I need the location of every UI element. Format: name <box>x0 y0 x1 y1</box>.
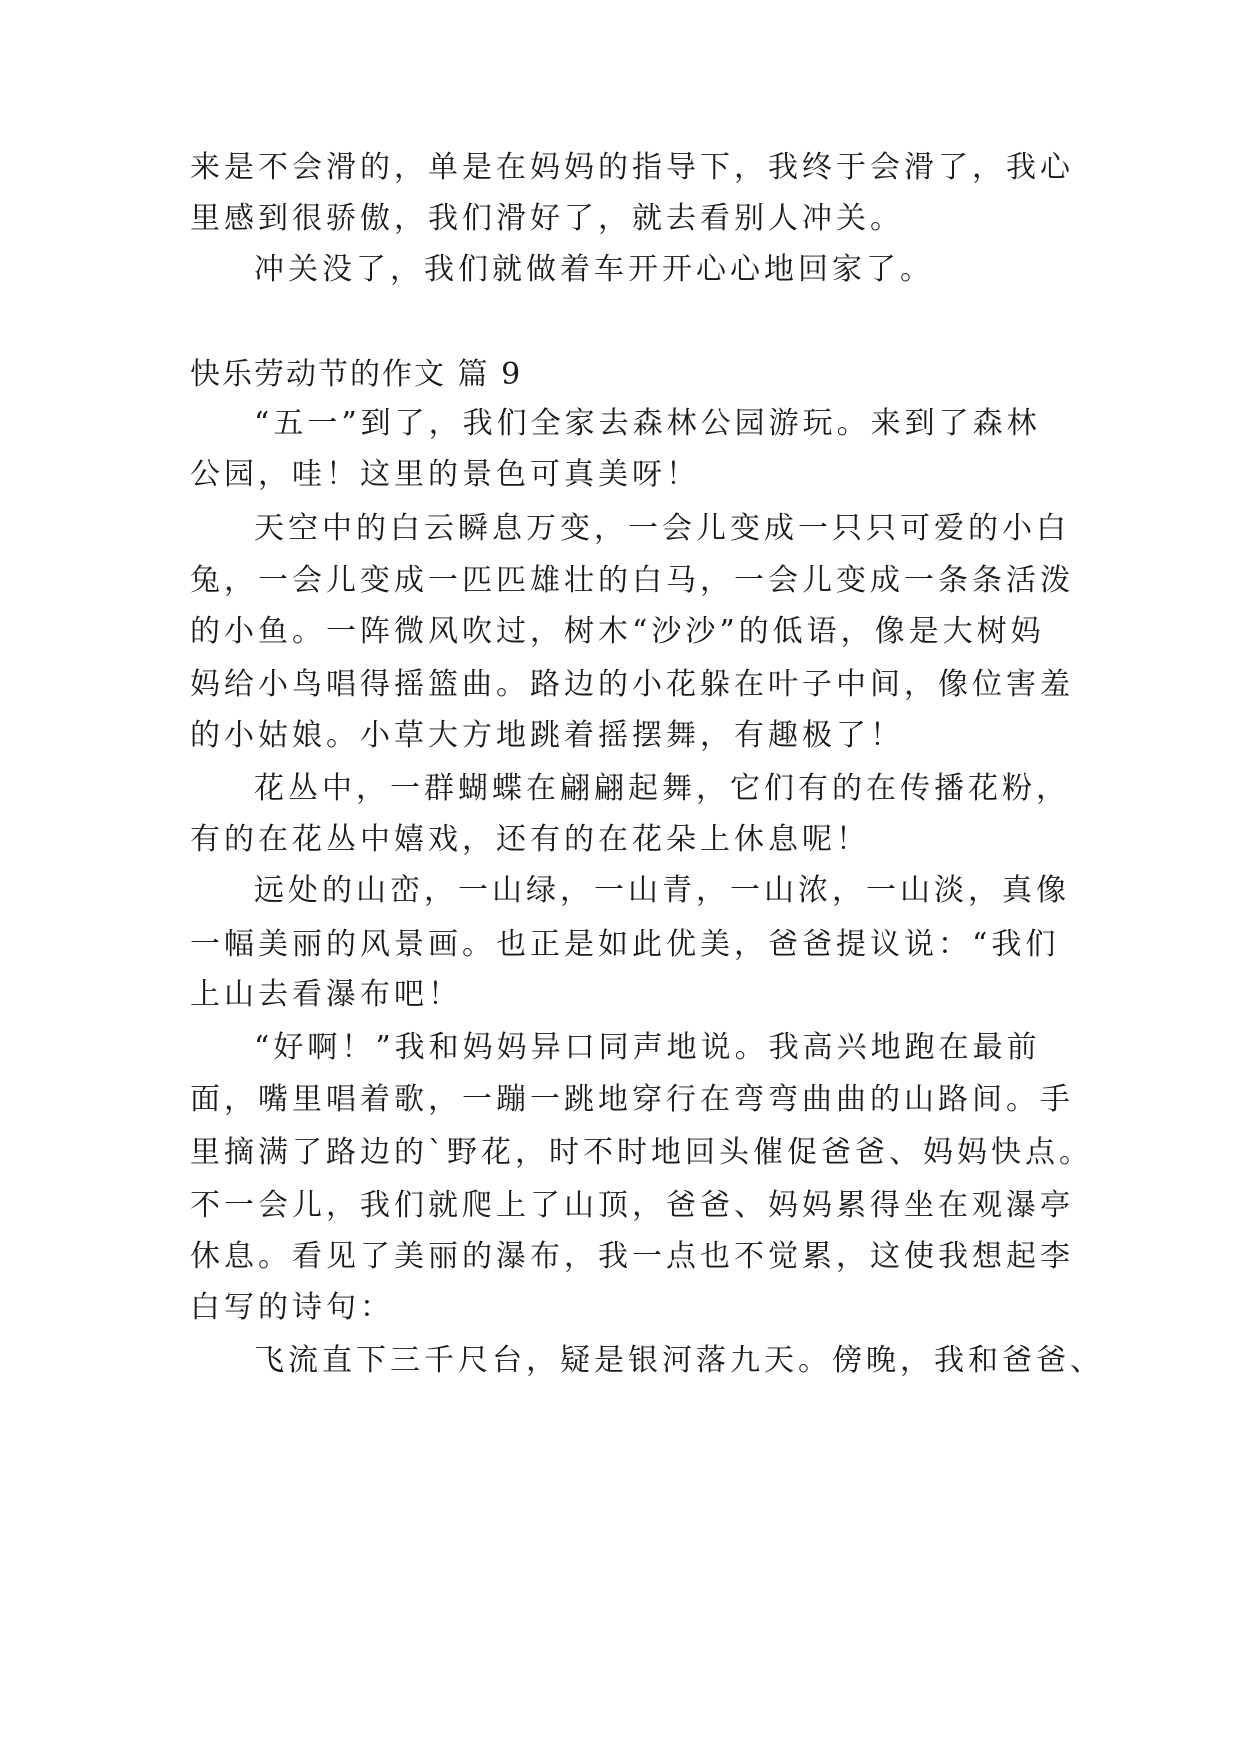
paragraph-line: 花丛中，一群蝴蝶在翩翩起舞，它们有的在传播花粉， <box>254 771 1070 806</box>
paragraph-line: 休息。看见了美丽的瀑布，我一点也不觉累，这使我想起李 <box>190 1239 1074 1274</box>
paragraph-line: 来是不会滑的，单是在妈妈的指导下，我终于会滑了，我心 <box>190 150 1074 185</box>
paragraph-line: “五一”到了，我们全家去森林公园游玩。来到了森林 <box>254 406 1041 441</box>
paragraph-line: 的小鱼。一阵微风吹过，树木“沙沙”的低语，像是大树妈 <box>190 614 1045 649</box>
paragraph-line: 远处的山峦，一山绿，一山青，一山浓，一山淡，真像 <box>254 873 1070 908</box>
paragraph-line: 不一会儿，我们就爬上了山顶，爸爸、妈妈累得坐在观瀑亭 <box>190 1188 1074 1223</box>
paragraph-line: 兔，一会儿变成一匹匹雄壮的白马，一会儿变成一条条活泼 <box>190 563 1074 598</box>
paragraph-line: 天空中的白云瞬息万变，一会儿变成一只只可爱的小白 <box>254 511 1070 546</box>
paragraph-line: 里摘满了路边的`野花，时不时地回头催促爸爸、妈妈快点。 <box>190 1135 1093 1170</box>
paragraph-line: 里感到很骄傲，我们滑好了，就去看别人冲关。 <box>190 201 904 236</box>
paragraph-line: “好啊！”我和妈妈异口同声地说。我高兴地跑在最前 <box>254 1030 1041 1065</box>
paragraph-line: 妈给小鸟唱得摇篮曲。路边的小花躲在叶子中间，像位害羞 <box>190 667 1074 702</box>
paragraph-line: 有的在花丛中嬉戏，还有的在花朵上休息呢！ <box>190 822 870 857</box>
paragraph-line: 公园，哇！这里的景色可真美呀！ <box>190 457 700 492</box>
paragraph-line: 一幅美丽的风景画。也正是如此优美，爸爸提议说：“我们 <box>190 927 1060 962</box>
paragraph-line: 白写的诗句： <box>190 1290 394 1325</box>
paragraph-line: 冲关没了，我们就做着车开开心心地回家了。 <box>254 252 934 287</box>
paragraph-line: 飞流直下三千尺台，疑是银河落九天。傍晚，我和爸爸、 <box>254 1343 1104 1378</box>
paragraph-line: 上山去看瀑布吧！ <box>190 977 462 1012</box>
paragraph-line: 的小姑娘。小草大方地跳着摇摆舞，有趣极了！ <box>190 718 904 753</box>
section-heading: 快乐劳动节的作文 篇 9 <box>190 357 523 392</box>
paragraph-line: 面，嘴里唱着歌，一蹦一跳地穿行在弯弯曲曲的山路间。手 <box>190 1082 1074 1117</box>
